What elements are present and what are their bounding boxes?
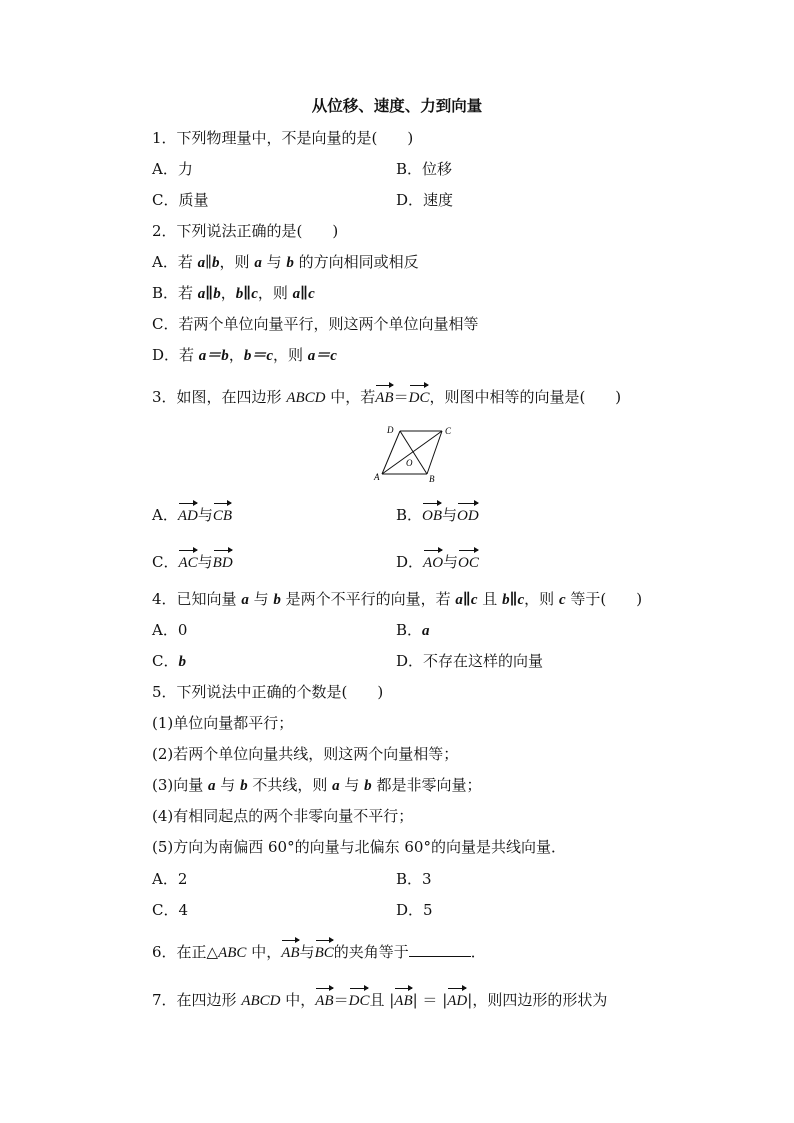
q5-option-b: B．3 bbox=[396, 870, 432, 888]
q5-statement-3: (3)向量 a 与 b 不共线，则 a 与 b 都是非零向量； bbox=[152, 776, 482, 794]
vertex-label-c: C bbox=[445, 426, 452, 436]
q1-option-c: C．质量 bbox=[152, 191, 209, 209]
q3-option-d: D．AO与OC bbox=[396, 549, 479, 573]
q5-stem: 5．下列说法中正确的个数是( ) bbox=[152, 683, 384, 701]
vertex-label-a: A bbox=[374, 472, 380, 482]
vertex-label-b: B bbox=[429, 474, 435, 484]
q4-option-a: A．0 bbox=[152, 621, 188, 639]
q6-answer-blank[interactable] bbox=[409, 942, 471, 957]
q2-option-d: D．若 a＝b，b＝c，则 a＝c bbox=[152, 346, 337, 364]
q2-option-c: C．若两个单位向量平行，则这两个单位向量相等 bbox=[152, 315, 479, 333]
q2-stem: 2．下列说法正确的是( ) bbox=[152, 222, 339, 240]
q3-stem: 3．如图，在四边形 ABCD 中，若AB＝DC，则图中相等的向量是( ) bbox=[152, 384, 621, 408]
page-title: 从位移、速度、力到向量 bbox=[311, 96, 483, 115]
q6-stem: 6．在正△ABC 中，AB与BC的夹角等于 ． bbox=[152, 939, 486, 963]
q5-option-a: A．2 bbox=[152, 870, 188, 888]
q5-statement-5: (5)方向为南偏西 60°的向量与北偏东 60°的向量是共线向量． bbox=[152, 838, 566, 856]
vertex-label-d: D bbox=[387, 425, 394, 435]
q1-stem: 1．下列物理量中，不是向量的是( ) bbox=[152, 129, 414, 147]
q5-option-c: C．4 bbox=[152, 901, 189, 919]
q4-option-d: D．不存在这样的向量 bbox=[396, 652, 544, 670]
q4-option-b: B．a bbox=[396, 621, 430, 639]
q3-option-a: A．AD与CB bbox=[152, 502, 232, 526]
q3-option-c: C．AC与BD bbox=[152, 549, 233, 573]
q5-statement-2: (2)若两个单位向量共线，则这两个向量相等； bbox=[152, 745, 459, 763]
q1-option-b: B．位移 bbox=[396, 160, 453, 178]
q1-option-a: A．力 bbox=[152, 160, 193, 178]
parallelogram-figure bbox=[366, 420, 462, 486]
q5-statement-4: (4)有相同起点的两个非零向量不平行； bbox=[152, 807, 414, 825]
q5-statement-1: (1)单位向量都平行； bbox=[152, 714, 294, 732]
q7-stem: 7．在四边形 ABCD 中，AB＝DC且 |AB| ＝ |AD|，则四边形的形状为 bbox=[152, 987, 607, 1011]
q3-option-b: B．OB与OD bbox=[396, 502, 479, 526]
q2-option-b: B．若 a∥b，b∥c，则 a∥c bbox=[152, 284, 315, 302]
q1-option-d: D．速度 bbox=[396, 191, 454, 209]
center-label-o: O bbox=[406, 458, 413, 468]
q4-option-c: C．b bbox=[152, 652, 186, 670]
edge-cb bbox=[427, 431, 442, 474]
q2-option-a: A．若 a∥b，则 a 与 b 的方向相同或相反 bbox=[152, 253, 419, 271]
diagonal-db bbox=[400, 431, 427, 474]
q4-stem: 4．已知向量 a 与 b 是两个不平行的向量，若 a∥c 且 b∥c，则 c 等于( ) bbox=[152, 590, 643, 608]
q5-option-d: D．5 bbox=[396, 901, 433, 919]
